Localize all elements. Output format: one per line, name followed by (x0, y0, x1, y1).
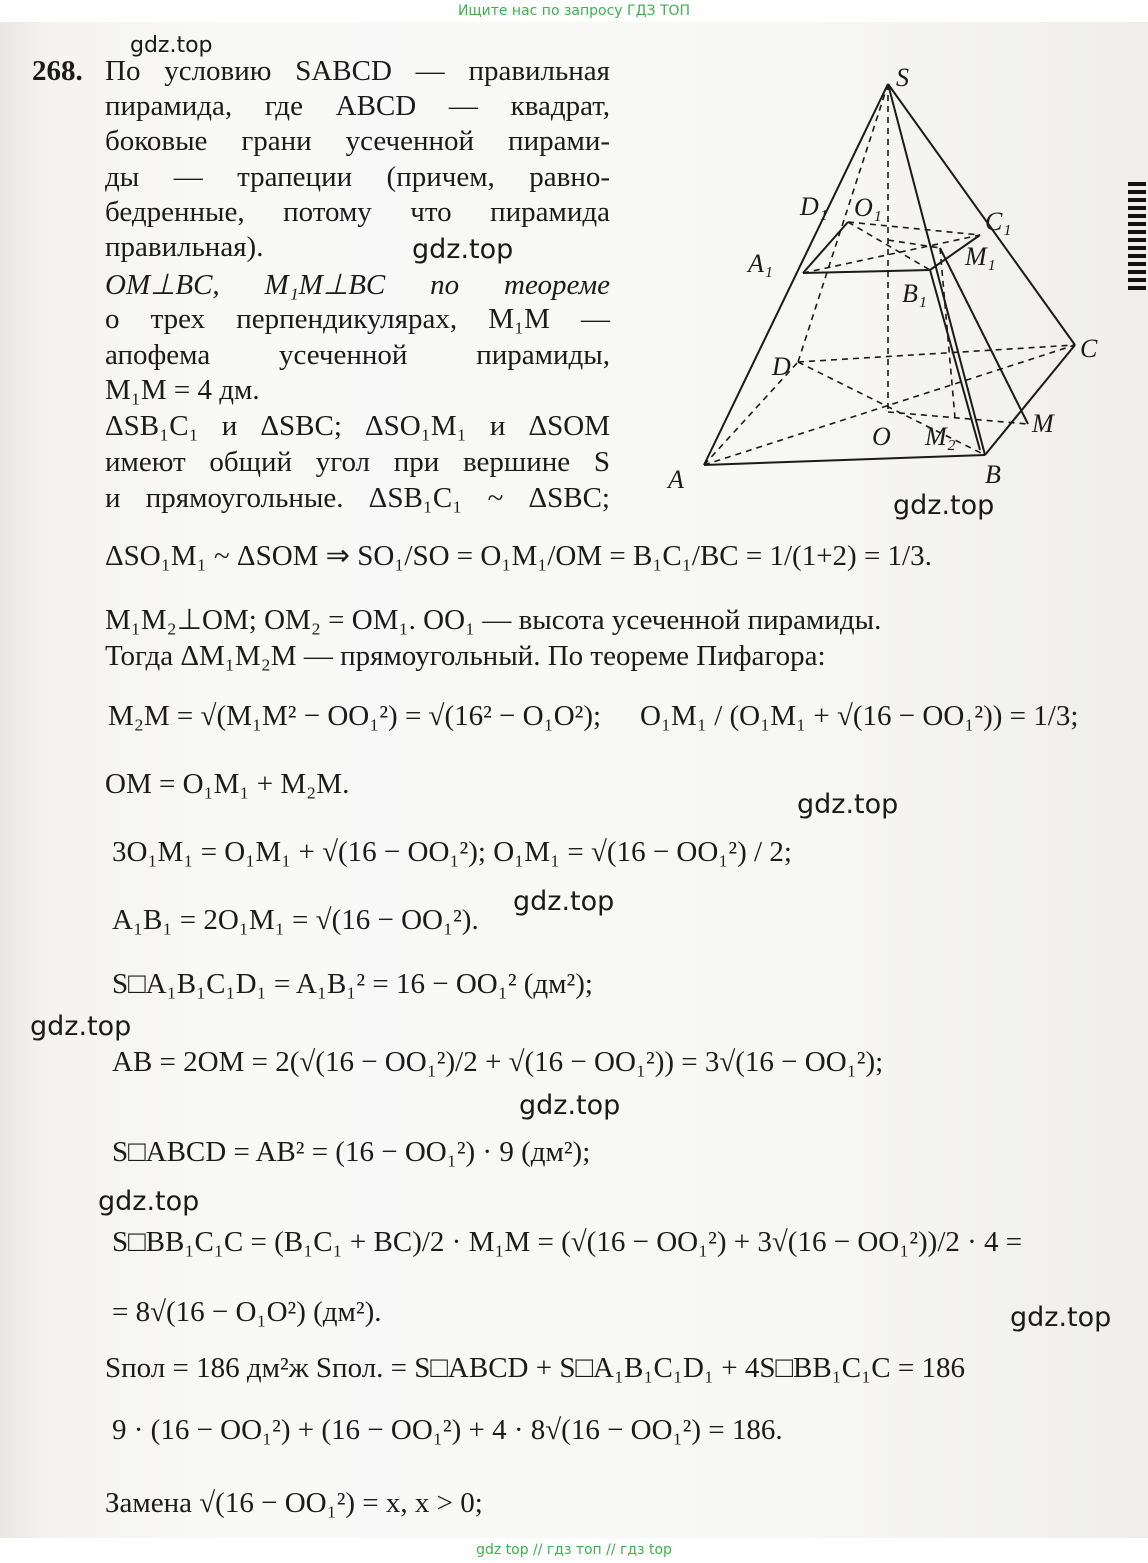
watermark: gdz.top (98, 1186, 200, 1217)
formula-line: A₁B₁ = 2O₁M₁ = √(16 − OO₁²). (112, 904, 479, 936)
text-line: апофема усеченной пирамиды, (105, 339, 610, 371)
page-edge-marker (1128, 182, 1146, 290)
edge-DC (798, 345, 1075, 362)
diagonal-DB (798, 362, 985, 455)
text-line: M₁M = 4 дм. (105, 374, 260, 406)
segment-O1M1 (888, 240, 940, 248)
text-line: Тогда ΔM₁M₂M — прямоугольный. По теореме Пифагора: (105, 640, 826, 672)
edge-A1B1 (803, 270, 930, 273)
label-D1: D₁ (800, 192, 828, 221)
formula-line: OM = O₁M₁ + M₂M. (105, 768, 350, 800)
text-line: По условию SABCD — правильная (105, 55, 610, 87)
edge-SA (704, 84, 888, 465)
text-line: бедренные, потому что пирамида (105, 196, 610, 228)
formula-line: O₁M₁ / (O₁M₁ + √(16 − OO₁²)) = 1/3; (640, 700, 1079, 732)
label-D: D (772, 352, 791, 381)
watermark: gdz.top (797, 789, 899, 820)
formula-line: Sпол = 186 дм²ж Sпол. = S□ABCD + S□A₁B₁C₁D₁ + 4S□BB₁C₁C = 186 (105, 1352, 965, 1384)
text-line: ΔSB₁C₁ и ΔSBC; ΔSO₁M₁ и ΔSOM (105, 410, 610, 442)
edge-AB (704, 455, 985, 465)
text-line: правильная). (105, 231, 264, 263)
label-C: C (1080, 334, 1098, 363)
text-line: боковые грани усеченной пирами- (105, 125, 610, 157)
problem-number: 268. (32, 55, 83, 87)
text-line: пирамида, где ABCD — квадрат, (105, 90, 610, 122)
top-banner[interactable]: Ищите нас по запросу ГДЗ ТОП (457, 3, 691, 19)
label-O: O (872, 422, 891, 451)
text-line: и прямоугольные. ΔSB₁C₁ ~ ΔSBC; (105, 482, 610, 514)
watermark: gdz.top (513, 886, 615, 917)
formula-line: 9 · (16 − OO₁²) + (16 − OO₁²) + 4 · 8√(16 − OO₁²) = 186. (112, 1414, 783, 1446)
label-M: M (1032, 409, 1054, 438)
watermark: gdz.top (519, 1090, 621, 1121)
edge-BC (985, 345, 1075, 455)
text-line: ды — трапеции (причем, равно- (105, 161, 610, 193)
formula-line: ΔSO₁M₁ ~ ΔSOM ⇒ SO₁/SO = O₁M₁/OM = B₁C₁/BC = 1/(1+2) = 1/3. (105, 540, 932, 572)
pyramid-figure (640, 60, 1120, 500)
formula-line: S□BB₁C₁C = (B₁C₁ + BC)/2 · M₁M = (√(16 − OO₁²) + 3√(16 − OO₁²))/2 · 4 = (112, 1226, 1023, 1258)
formula-line: = 8√(16 − O₁O²) (дм²). (112, 1296, 382, 1328)
watermark: gdz.top (130, 33, 213, 58)
formula-line: S□A₁B₁C₁D₁ = A₁B₁² = 16 − OO₁² (дм²); (112, 968, 593, 1000)
label-C1: C₁ (985, 207, 1012, 236)
formula-line: 3O₁M₁ = O₁M₁ + √(16 − OO₁²); O₁M₁ = √(16 − OO₁²) / 2; (112, 836, 792, 868)
text-line: о трех перпендикулярах, M₁M — (105, 303, 610, 335)
label-M2: M₂ (925, 422, 956, 451)
label-S: S (896, 63, 909, 92)
formula-line: AB = 2OM = 2(√(16 − OO₁²)/2 + √(16 − OO₁²)) = 3√(16 − OO₁²); (112, 1046, 884, 1078)
formula-line: S□ABCD = AB² = (16 − OO₁²) · 9 (дм²); (112, 1136, 591, 1168)
label-O1: O₁ (854, 193, 882, 222)
text-line: OM⊥BC, M₁M⊥BC по теореме (105, 269, 610, 301)
label-B1: B₁ (902, 279, 927, 308)
watermark: gdz.top (30, 1011, 132, 1042)
edge-SD (798, 84, 888, 362)
label-A1: A₁ (748, 249, 773, 278)
formula-line: M₂M = √(M₁M² − OO₁²) = √(16² − O₁O²); (108, 700, 602, 732)
label-B: B (985, 460, 1001, 489)
watermark: gdz.top (893, 490, 995, 521)
text-line: M₁M₂⊥OM; OM₂ = OM₁. OO₁ — высота усеченной пирамиды. (105, 604, 882, 636)
label-M1: M₁ (965, 242, 996, 271)
watermark: gdz.top (412, 234, 514, 265)
label-A: A (668, 465, 684, 494)
watermark: gdz.top (1010, 1302, 1112, 1333)
formula-line: Замена √(16 − OO₁²) = x, x > 0; (105, 1487, 483, 1519)
text-line: имеют общий угол при вершине S (105, 446, 610, 478)
bottom-banner[interactable]: gdz top // гдз топ // гдз top (476, 1542, 672, 1558)
